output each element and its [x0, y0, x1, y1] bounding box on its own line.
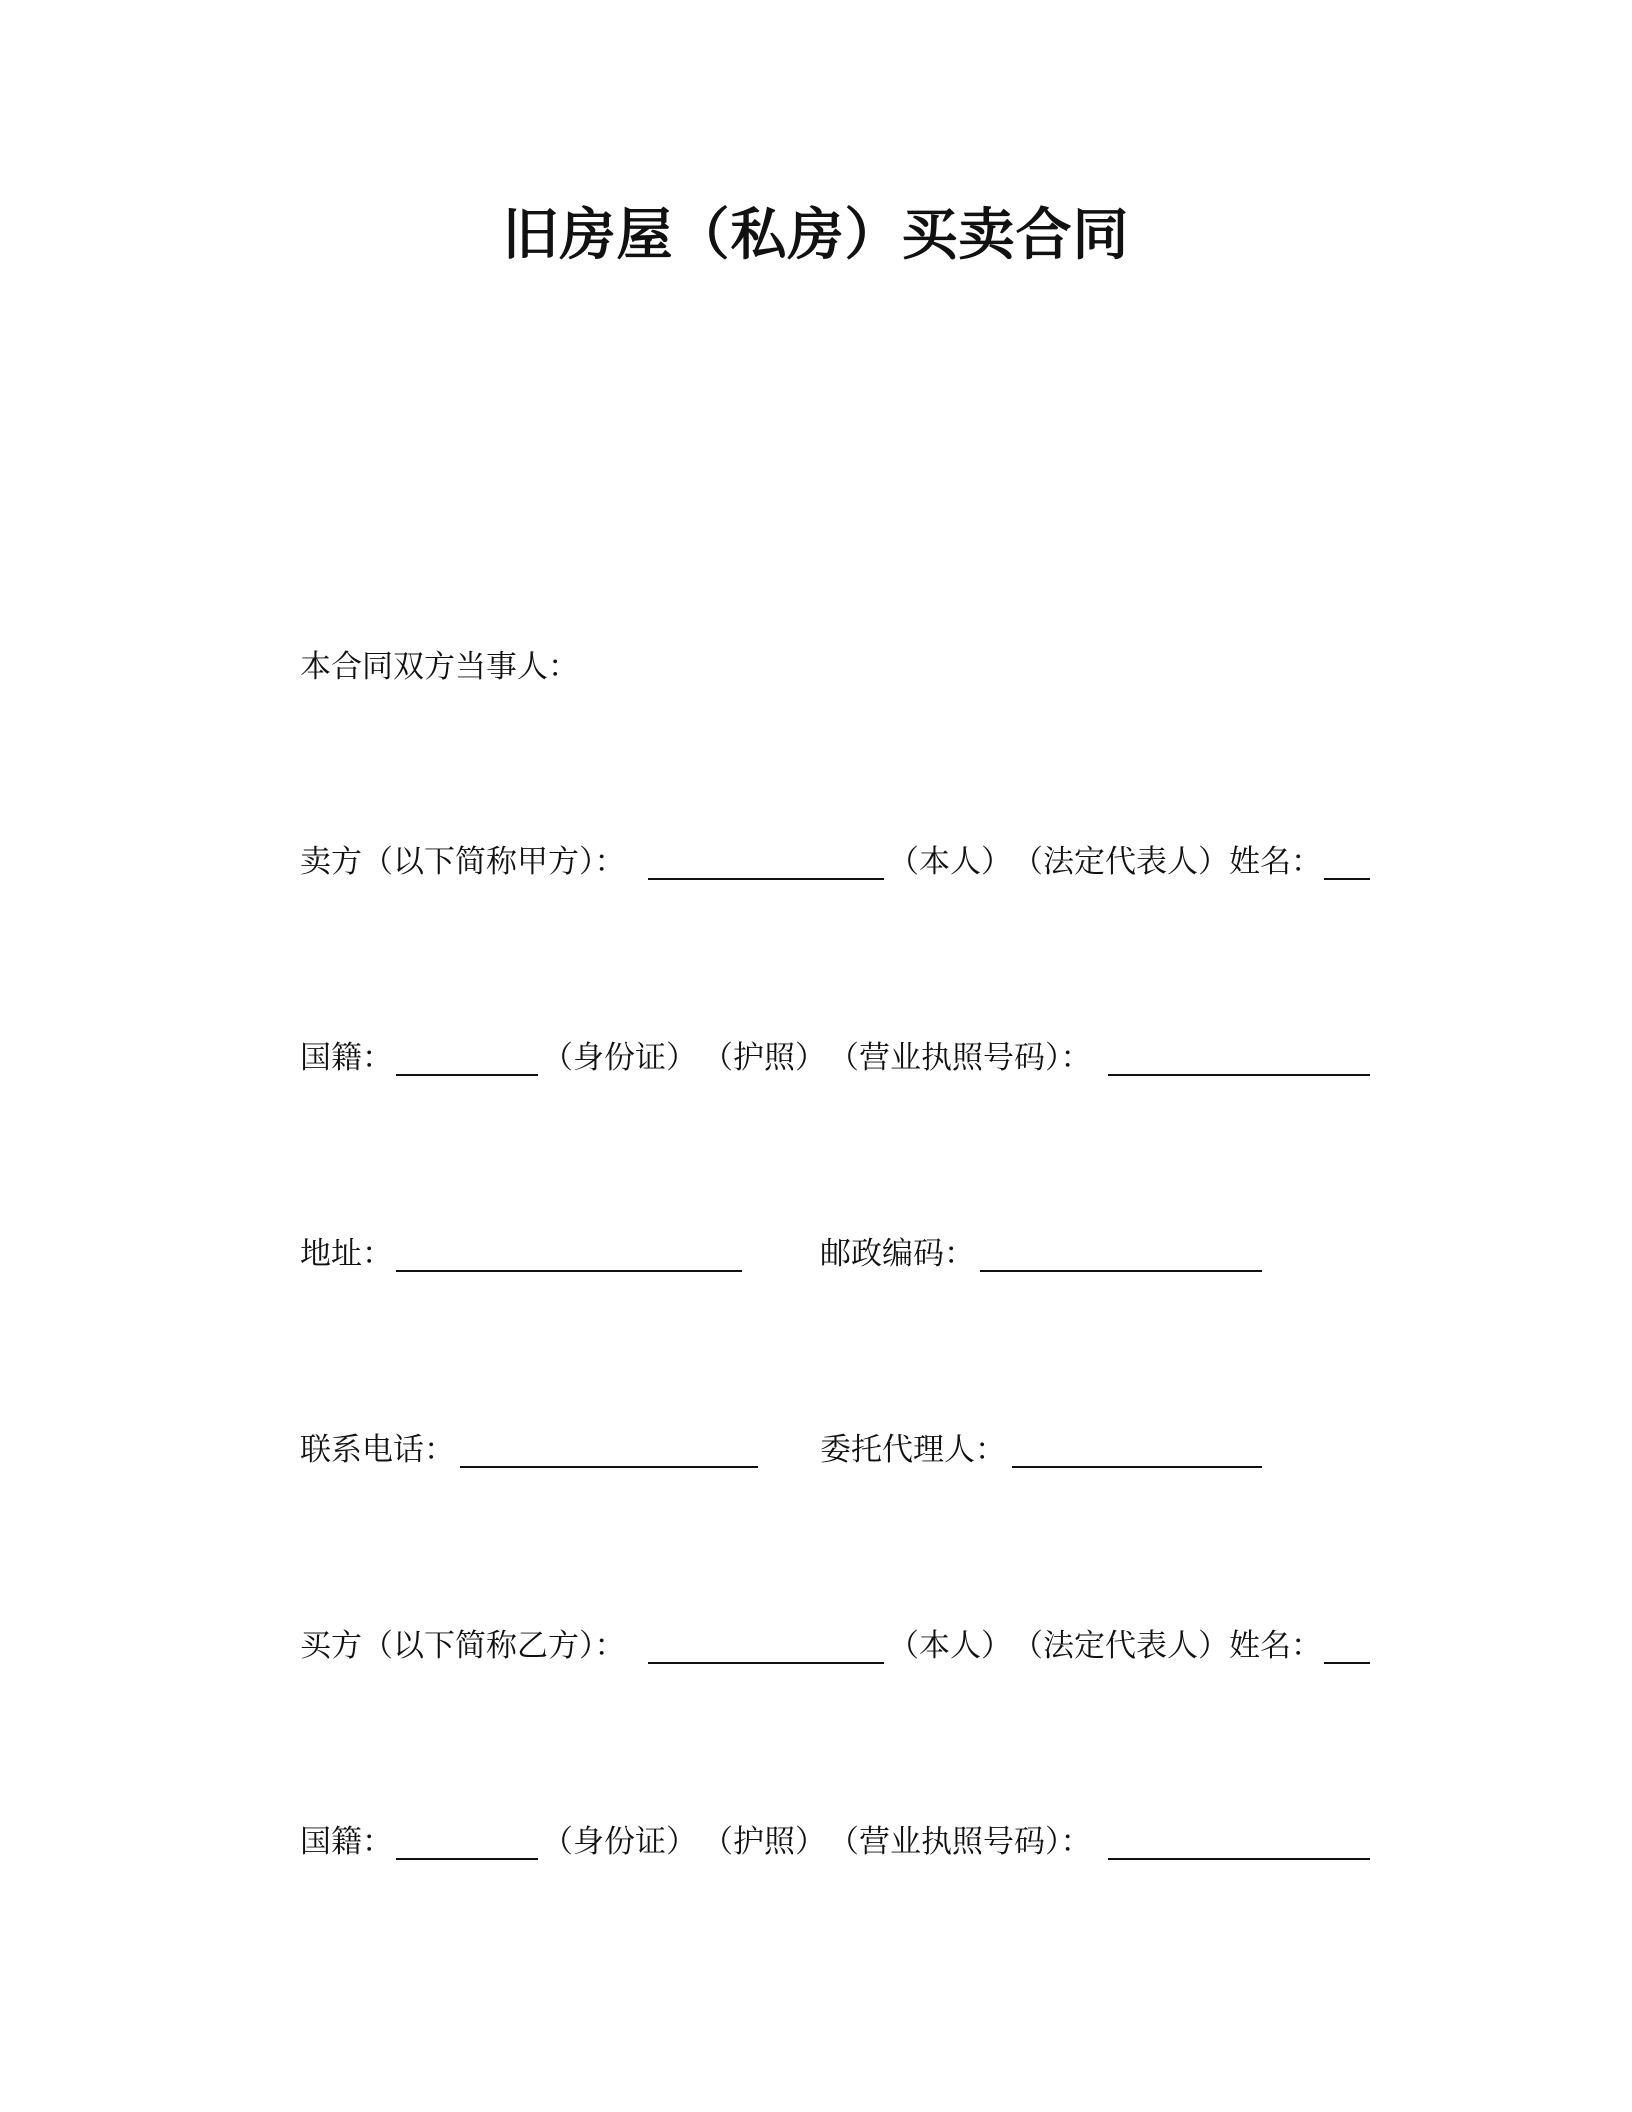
seller-party-line — [300, 840, 1380, 884]
seller-address-blank[interactable] — [396, 1270, 742, 1272]
buyer-nationality-label: 国籍： — [300, 1824, 393, 1860]
seller-rep-name-blank[interactable] — [1324, 878, 1370, 880]
document-title: 旧房屋（私房）买卖合同 — [502, 203, 1130, 268]
seller-legal-rep-label: （法定代表人）姓名： — [1012, 844, 1322, 880]
buyer-name-blank[interactable] — [648, 1662, 884, 1664]
seller-postcode-blank[interactable] — [980, 1270, 1262, 1272]
seller-phone-label: 联系电话： — [300, 1432, 455, 1468]
seller-nationality-label: 国籍： — [300, 1040, 393, 1076]
buyer-nationality-line — [300, 1820, 1380, 1864]
buyer-license-blank[interactable] — [1108, 1858, 1370, 1860]
seller-id-label: （身份证） — [542, 1040, 697, 1076]
seller-phone-blank[interactable] — [460, 1466, 758, 1468]
intro-text: 本合同双方当事人： — [300, 649, 579, 685]
seller-phone-line — [300, 1428, 1380, 1472]
seller-address-line — [300, 1232, 1380, 1276]
seller-license-blank[interactable] — [1108, 1074, 1370, 1076]
seller-address-label: 地址： — [300, 1236, 393, 1272]
seller-nationality-line — [300, 1036, 1380, 1080]
buyer-party-label: 买方（以下简称乙方）： — [300, 1628, 626, 1664]
buyer-rep-name-blank[interactable] — [1324, 1662, 1370, 1664]
buyer-legal-rep-label: （法定代表人）姓名： — [1012, 1628, 1322, 1664]
buyer-self-label: （本人） — [888, 1628, 1012, 1664]
buyer-license-label: （营业执照号码）： — [828, 1824, 1092, 1860]
buyer-id-label: （身份证） — [542, 1824, 697, 1860]
seller-passport-label: （护照） — [702, 1040, 826, 1076]
seller-agent-blank[interactable] — [1012, 1466, 1262, 1468]
seller-nationality-blank[interactable] — [396, 1074, 538, 1076]
buyer-nationality-blank[interactable] — [396, 1858, 538, 1860]
seller-party-label: 卖方（以下简称甲方）： — [300, 844, 626, 880]
seller-self-label: （本人） — [888, 844, 1012, 880]
seller-license-label: （营业执照号码）： — [828, 1040, 1092, 1076]
buyer-passport-label: （护照） — [702, 1824, 826, 1860]
seller-agent-label: 委托代理人： — [820, 1432, 1006, 1468]
seller-name-blank[interactable] — [648, 878, 884, 880]
seller-postcode-label: 邮政编码： — [820, 1236, 975, 1272]
buyer-party-line — [300, 1624, 1380, 1668]
